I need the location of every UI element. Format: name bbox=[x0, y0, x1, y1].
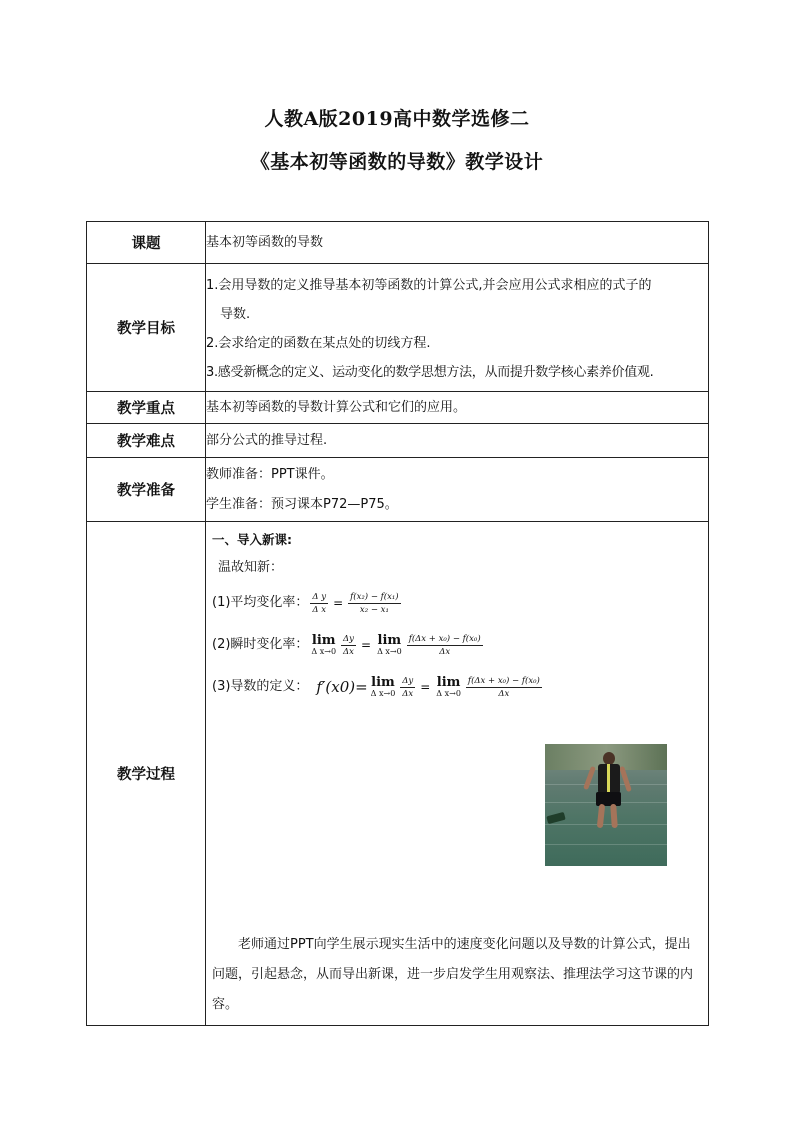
section-title: 一、导入新课: bbox=[212, 532, 292, 547]
limit-symbol: lim Δ x→0 bbox=[436, 674, 461, 698]
diving-boy-photo bbox=[545, 744, 667, 866]
row-goals bbox=[87, 264, 709, 392]
formula-derivative-definition: (3)导数的定义： f′(x0)= lim Δ x→0 $\frac{\Delta y}{\Delta x}$ = lim Δ x→0 $\frac{\text{f(Δx + x₀) − f(x₀)}}{\Delta x}$ bbox=[212, 666, 702, 708]
content-goals bbox=[206, 264, 709, 392]
lesson-plan-table bbox=[86, 221, 709, 1026]
content-difficulties: 部分公式的推导过程. bbox=[206, 424, 709, 458]
label-process: 教学过程 bbox=[87, 522, 206, 1026]
formula-instant-rate: (2)瞬时变化率： lim Δ x→0 $\frac{\Delta y}{\Delta x}$ = lim Δ x→0 $\frac{\text{f(Δx + x₀) − f(x₀)}}{\Delta x}$ bbox=[212, 624, 702, 666]
limit-symbol: lim Δ x→0 bbox=[370, 674, 396, 698]
review-label: 温故知新： bbox=[218, 560, 284, 575]
formula-average-rate: (1)平均变化率： $\frac{\text{Δ y}}{\text{Δ x}}$ = $\frac{\text{f(x₂) − f(x₁)}}{\text{x₂ − x₁}}$ bbox=[212, 582, 702, 624]
process-paragraph: 老师通过PPT向学生展示现实生活中的速度变化问题以及导数的计算公式，提出问题，引起悬念，从而导出新课，进一步启发学生用观察法、推理法学习这节课的内容。 bbox=[212, 937, 694, 1012]
label-key-points: 教学重点 bbox=[87, 392, 206, 424]
label-preparation: 教学准备 bbox=[87, 458, 206, 522]
label-goals: 教学目标 bbox=[87, 264, 206, 392]
teacher-preparation: 教师准备：PPT课件。 bbox=[206, 466, 334, 482]
limit-symbol: lim Δ x→0 bbox=[311, 632, 337, 656]
label-difficulties: 教学难点 bbox=[87, 424, 206, 458]
row-key-points bbox=[87, 392, 709, 424]
fraction-dy-dx: $\frac{\text{Δ y}}{\text{Δ x}}$ bbox=[312, 591, 327, 615]
fraction-difference-quotient: $\frac{\text{f(x₂) − f(x₁)}}{\text{x₂ − x₁}}$ bbox=[350, 591, 399, 615]
content-preparation bbox=[206, 458, 709, 522]
student-preparation: 学生准备：预习课本P72—P75。 bbox=[206, 496, 398, 512]
document-subtitle: 《基本初等函数的导数》教学设计 bbox=[250, 151, 544, 173]
goal-item: 导数. bbox=[220, 306, 251, 322]
document-title: 人教A版2019高中数学选修二 bbox=[264, 108, 530, 130]
goal-item: 2.会求给定的函数在某点处的切线方程. bbox=[206, 335, 431, 351]
content-key-points: 基本初等函数的导数计算公式和它们的应用。 bbox=[206, 392, 709, 424]
limit-symbol: lim Δ x→0 bbox=[377, 632, 402, 656]
row-process bbox=[87, 522, 709, 1026]
goal-item: 1.会用导数的定义推导基本初等函数的计算公式,并会应用公式求相应的式子的 bbox=[206, 277, 652, 293]
label-topic: 课题 bbox=[87, 222, 206, 264]
formula2-label: (2)瞬时变化率： bbox=[212, 637, 309, 652]
goal-item: 3.感受新概念的定义、运动变化的数学思想方法，从而提升数学核心素养价值观. bbox=[206, 364, 654, 380]
content-process bbox=[206, 522, 709, 1026]
f-prime-expression: f′(x0)= bbox=[316, 678, 368, 696]
formula3-label: (3)导数的定义： bbox=[212, 679, 309, 694]
content-topic: 基本初等函数的导数 bbox=[206, 222, 709, 264]
formula1-label: (1)平均变化率： bbox=[212, 595, 309, 610]
row-difficulties bbox=[87, 424, 709, 458]
process-intro bbox=[212, 526, 702, 708]
row-topic bbox=[87, 222, 709, 264]
row-preparation bbox=[87, 458, 709, 522]
